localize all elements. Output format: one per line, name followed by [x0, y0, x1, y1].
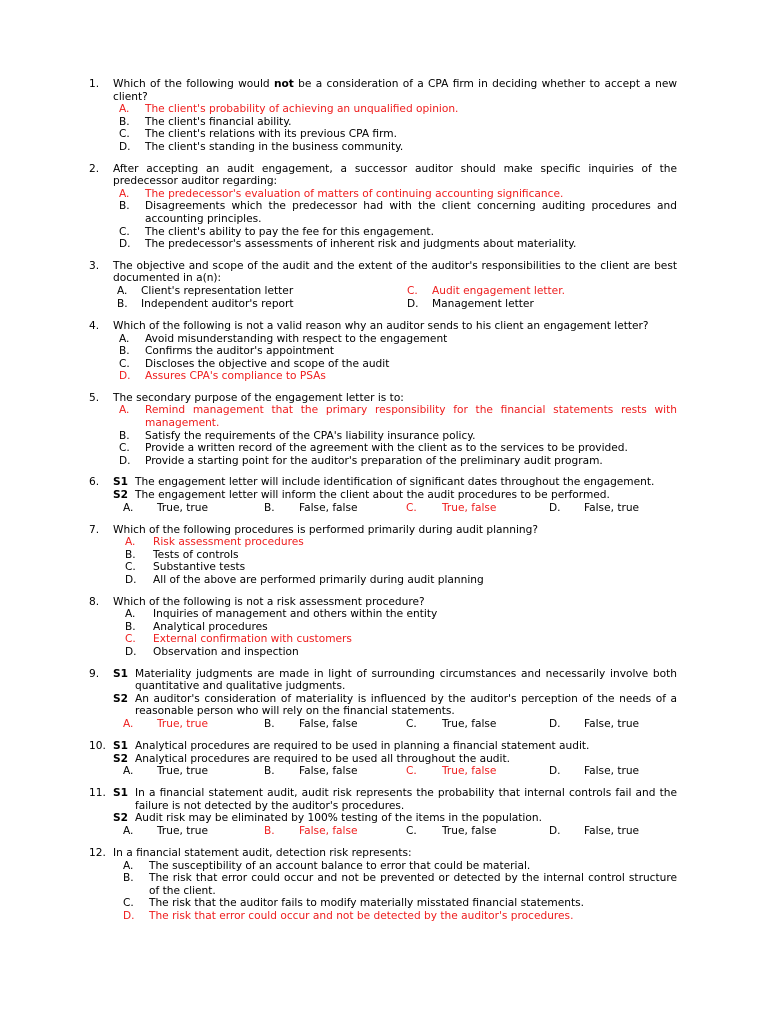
option-b: B. Disagreements which the predecessor had with the client concerning auditing procedures and accounting principles.	[119, 200, 677, 225]
statement-2: S2 Analytical procedures are required to be used all throughout the audit.	[113, 752, 510, 765]
choice-b: False, false	[299, 501, 358, 514]
option-d: D. All of the above are performed primarily during audit planning	[125, 574, 484, 586]
option-a-answer: A. The predecessor's evaluation of matters of continuing accounting significance.	[119, 187, 564, 200]
choice-b-answer: False, false	[299, 824, 358, 837]
question-2	[89, 162, 677, 251]
choice-c-answer: True, false	[442, 501, 497, 514]
question-stem: Which of the following would not be a consideration of a CPA firm in deciding whether to accept a new client?	[113, 78, 678, 103]
choice-b: False, false	[299, 765, 358, 778]
option-c-letter: C.	[407, 284, 418, 297]
question-10	[89, 739, 677, 778]
choice-d: False, true	[584, 765, 640, 778]
question-12	[89, 846, 677, 923]
emphasis-not: not	[273, 78, 294, 90]
option-c: C. Provide a written record of the agreement with the client as to the services to be provided.	[119, 442, 628, 455]
statement-1: S1 In a financial statement audit, audit risk represents the probability that internal controls fail and the failure is not detected by the auditor's procedures.	[113, 787, 677, 812]
question-stem: After accepting an audit engagement, a successor auditor should make specific inquiries of the predecessor auditor regarding:	[113, 162, 677, 188]
option-row-1	[113, 285, 677, 298]
option-d-answer: D. The risk that error could occur and not be detected by the auditor's procedures.	[123, 909, 574, 922]
option-c: C. Substantive tests	[125, 561, 246, 574]
option-c: C. The client's relations with its previous CPA firm.	[119, 128, 397, 141]
statement-2: S2 The engagement letter will inform the client about the audit procedures to be performed.	[113, 489, 610, 502]
statement-1: S1 The engagement letter will include identification of significant dates throughout the engagement.	[113, 476, 655, 489]
option-d: D. Observation and inspection	[125, 645, 299, 658]
option-a: Client's representation letter	[141, 284, 294, 297]
option-a-letter: A.	[117, 284, 128, 297]
choice-b: False, false	[299, 717, 358, 730]
option-c: C. The risk that the auditor fails to modify materially misstated financial statements.	[123, 897, 585, 910]
question-number: 1.	[89, 78, 100, 90]
question-11	[89, 787, 677, 838]
option-b: Independent auditor's report	[141, 297, 294, 310]
question-stem: Which of the following procedures is performed primarily during audit planning?	[113, 523, 538, 536]
option-row-2	[113, 298, 677, 311]
option-c-answer: Audit engagement letter.	[432, 284, 565, 297]
option-d: D. The client's standing in the business community.	[119, 140, 404, 153]
choice-row: A. True, true B. False, false C. True, false D. False, true	[123, 765, 640, 778]
option-a-answer: A. Remind management that the primary responsibility for the financial statements rests with management.	[119, 404, 677, 430]
question-stem: The objective and scope of the audit and the extent of the auditor's responsibilities to the client are best documented in a(n):	[113, 259, 677, 285]
choice-row: A. True, true B. False, false C. True, false D. False, true	[123, 501, 640, 514]
question-9	[89, 667, 677, 731]
option-a: A. Inquiries of management and others within the entity	[125, 608, 438, 621]
choice-a-answer: True, true	[157, 717, 208, 730]
option-d: Management letter	[432, 297, 534, 310]
quiz-page	[0, 78, 768, 931]
choice-row: A. True, true B. False, false C. True, false D. False, true	[123, 824, 640, 837]
option-b: B. The client's financial ability.	[119, 115, 292, 128]
question-stem: Which of the following is not a risk assessment procedure?	[113, 595, 425, 608]
choice-row: A. True, true B. False, false C. True, false D. False, true	[123, 717, 640, 730]
question-stem: Which of the following is not a valid reason why an auditor sends to his client an engagement letter?	[113, 319, 649, 332]
choice-c: True, false	[442, 824, 497, 837]
statement-2: S2 Audit risk may be eliminated by 100% testing of the items in the population.	[113, 812, 542, 825]
option-b: B. Confirms the auditor's appointment	[119, 345, 334, 358]
option-c: C. Discloses the objective and scope of the audit	[119, 357, 390, 370]
question-number: 8.	[89, 595, 100, 608]
option-b: B. Analytical procedures	[125, 620, 268, 633]
option-a-answer: A. The client's probability of achieving an unqualified opinion.	[119, 103, 459, 116]
option-d-answer: D. Assures CPA's compliance to PSAs	[119, 370, 326, 383]
statement-2: S2 An auditor's consideration of materiality is influenced by the auditor's perception of the needs of a reasonable person who will rely on the financial statements.	[113, 692, 677, 718]
question-4	[89, 319, 677, 383]
option-a: A. Avoid misunderstanding with respect to the engagement	[119, 332, 448, 345]
question-number: 9.	[89, 667, 100, 680]
choice-c-answer: True, false	[442, 765, 497, 778]
option-b: B. The risk that error could occur and not be prevented or detected by the internal control structure of the client.	[123, 872, 677, 897]
question-number: 4.	[89, 319, 100, 332]
question-number: 7.	[89, 523, 100, 536]
question-5	[89, 391, 677, 468]
option-c-answer: C. External confirmation with customers	[125, 633, 352, 646]
choice-d: False, true	[584, 824, 640, 837]
question-6	[89, 476, 677, 514]
question-3	[89, 259, 677, 311]
question-number: 3.	[89, 259, 100, 272]
choice-c: True, false	[442, 717, 497, 730]
choice-a: True, true	[157, 765, 208, 778]
question-number: 6.	[89, 476, 100, 489]
statement-1: S1 Analytical procedures are required to be used in planning a financial statement audit.	[113, 739, 590, 752]
question-number: 11.	[89, 787, 106, 800]
question-8	[89, 595, 677, 659]
choice-a: True, true	[157, 824, 208, 837]
option-c: C. The client's ability to pay the fee for this engagement.	[119, 225, 434, 238]
choice-d: False, true	[584, 717, 640, 730]
option-b-letter: B.	[117, 297, 128, 310]
question-stem: In a financial statement audit, detection risk represents:	[113, 846, 412, 859]
option-d: D. Provide a starting point for the auditor's preparation of the preliminary audit program.	[119, 454, 603, 467]
question-number: 12.	[89, 846, 106, 859]
question-number: 5.	[89, 391, 100, 404]
option-b: B. Satisfy the requirements of the CPA's liability insurance policy.	[119, 429, 476, 442]
question-7	[89, 523, 677, 587]
option-a: A. The susceptibility of an account balance to error that could be material.	[123, 859, 531, 872]
option-b: B. Tests of controls	[125, 548, 239, 561]
choice-d: False, true	[584, 501, 640, 514]
option-d: D. The predecessor's assessments of inherent risk and judgments about materiality.	[119, 238, 577, 251]
option-d-letter: D.	[407, 297, 419, 310]
question-1	[89, 78, 678, 154]
option-a-answer: A. Risk assessment procedures	[125, 536, 304, 549]
choice-a: True, true	[157, 501, 208, 514]
question-number: 2.	[89, 162, 100, 175]
question-number: 10.	[89, 739, 106, 752]
question-stem: The secondary purpose of the engagement letter is to:	[113, 391, 404, 404]
statement-1: S1 Materiality judgments are made in light of surrounding circumstances and necessarily involve both quantitative and qualitative judgments.	[113, 667, 677, 693]
